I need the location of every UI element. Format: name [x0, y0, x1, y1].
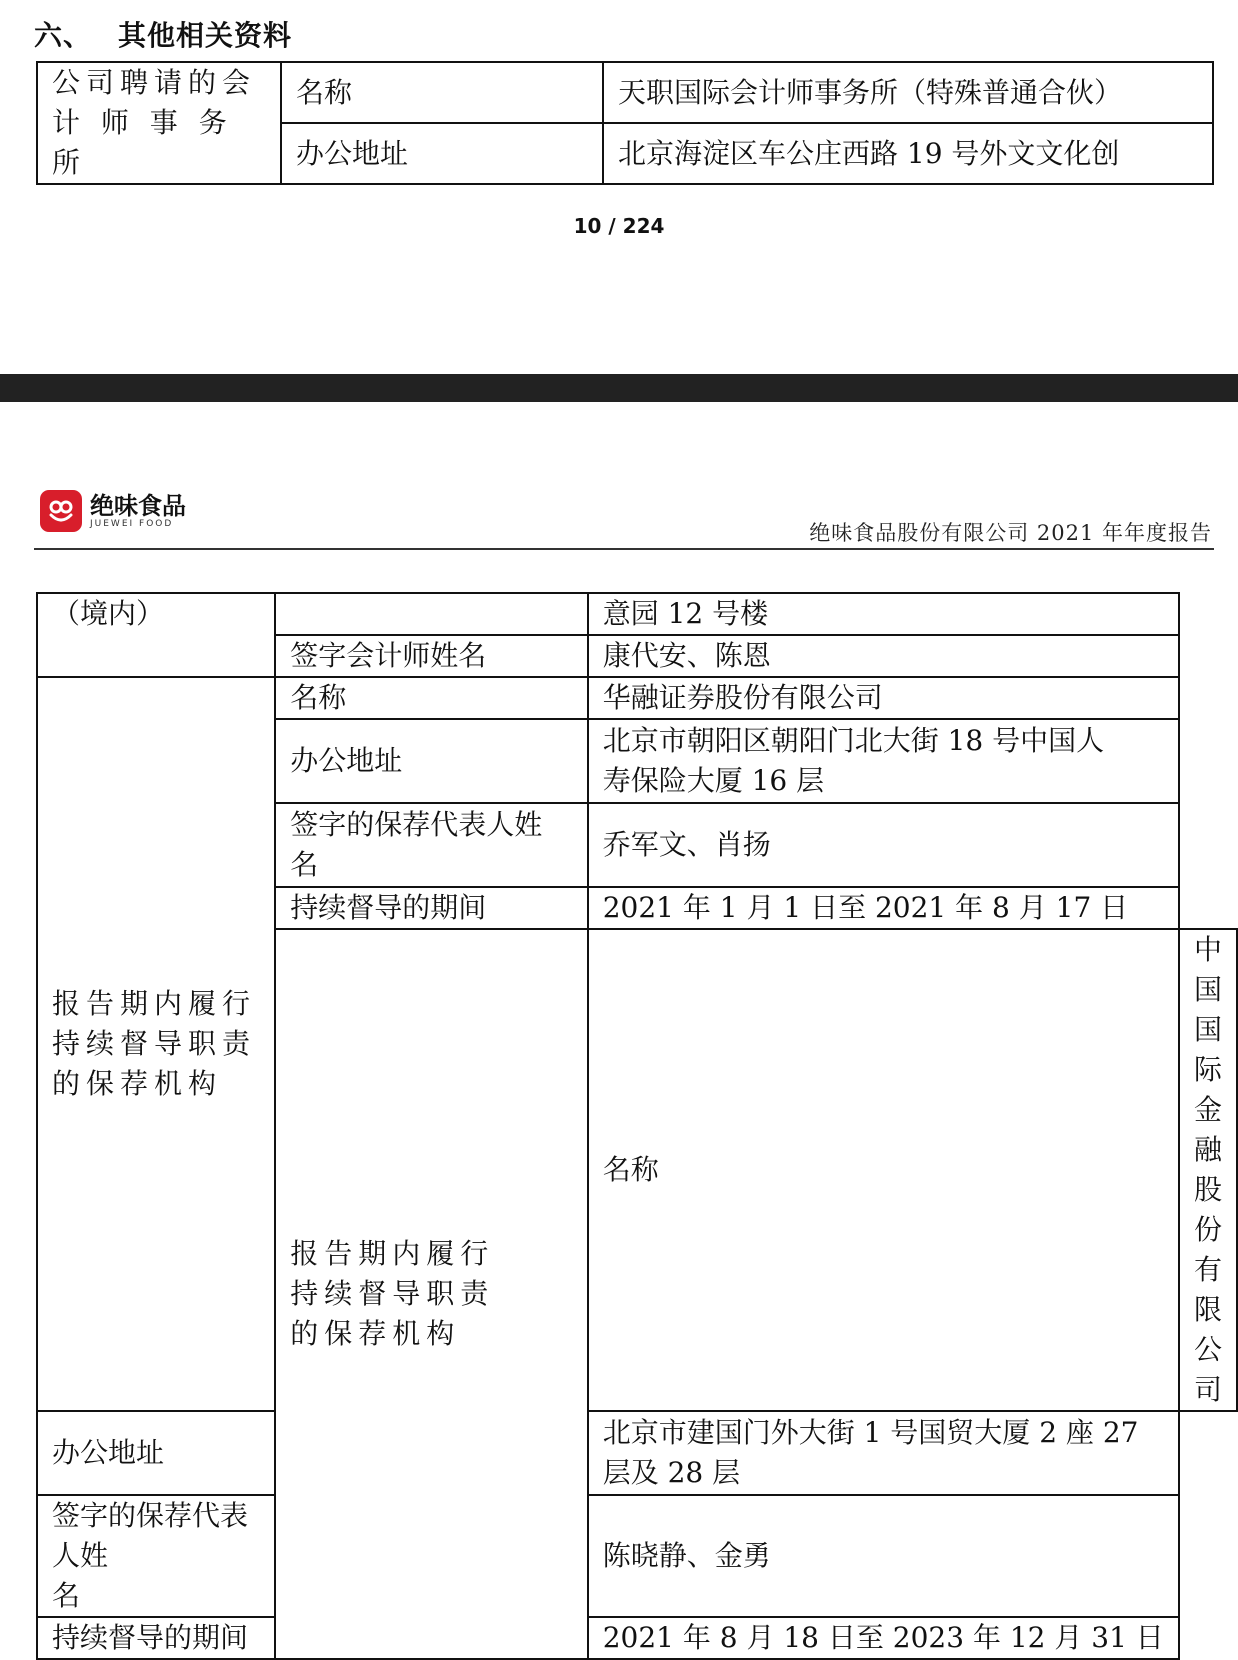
category-line: 报告期内履行: [290, 1237, 495, 1270]
section-number: 六、: [34, 19, 93, 52]
name-value: 中国国际金融股份有限公司: [1179, 929, 1237, 1411]
table-row: [37, 677, 1237, 719]
address-line: 北京市建国门外大街 1 号国贸大厦 2 座 27: [602, 1416, 1139, 1449]
category-line: 持续督导职责: [290, 1277, 495, 1310]
table-row: [37, 1411, 1237, 1495]
name-label: 名称: [588, 929, 1179, 1411]
period-value: 2021 年 1 月 1 日至 2021 年 8 月 17 日: [588, 887, 1179, 929]
table-row: [37, 62, 1213, 123]
address-continuation: 意园 12 号楼: [588, 593, 1179, 635]
category-line: 计 师 事 务 所: [52, 106, 233, 179]
empty-label-cell: [275, 593, 588, 635]
address-label: 办公地址: [281, 123, 603, 184]
signer-label: 签字会计师姓名: [275, 635, 588, 677]
table-row: [37, 1617, 1237, 1659]
header-divider: [34, 548, 1214, 550]
period-label: 持续督导的期间: [275, 887, 588, 929]
address-value: [588, 1411, 1179, 1495]
page-top: [0, 0, 1238, 374]
company-logo: [40, 490, 186, 532]
rep-label-line: 签字的保荐代表人姓: [52, 1499, 249, 1572]
logo-mark-icon: [40, 490, 82, 532]
rep-label-line: 名: [52, 1579, 81, 1612]
address-label: 办公地址: [37, 1411, 275, 1495]
signer-value: 康代安、陈恩: [588, 635, 1179, 677]
category-line: 公司聘请的会: [52, 66, 257, 99]
name-value: 天职国际会计师事务所（特殊普通合伙）: [603, 62, 1213, 123]
section-heading: [34, 14, 292, 54]
rep-label: [275, 803, 588, 887]
category-line: 的保荐机构: [52, 1067, 223, 1100]
name-label: 名称: [281, 62, 603, 123]
category-line: 报告期内履行: [52, 987, 257, 1020]
section-title: 其他相关资料: [118, 19, 293, 52]
sponsor-table: [36, 592, 1238, 1660]
table-row: [37, 1495, 1237, 1617]
rep-label-line: 名: [290, 848, 319, 881]
category-line: 的保荐机构: [290, 1317, 461, 1350]
address-label: 办公地址: [275, 719, 588, 803]
category-cell-sponsor: [275, 929, 588, 1659]
rep-value: 乔军文、肖扬: [588, 803, 1179, 887]
report-title: 绝味食品股份有限公司 2021 年年度报告: [809, 521, 1212, 545]
page-number: 10 / 224: [573, 214, 665, 238]
period-label: 持续督导的期间: [37, 1617, 275, 1659]
address-line: 寿保险大厦 16 层: [602, 764, 825, 797]
period-value: 2021 年 8 月 18 日至 2023 年 12 月 31 日: [588, 1617, 1179, 1659]
rep-label: [37, 1495, 275, 1617]
logo-name-cn: 绝味食品: [90, 491, 186, 520]
category-line: 持续督导职责: [52, 1027, 257, 1060]
rep-label-line: 签字的保荐代表人姓: [290, 808, 543, 841]
auditor-table: [36, 61, 1214, 185]
category-cell-auditor: [37, 62, 281, 184]
table-row: [37, 593, 1237, 635]
logo-name-en: JUEWEI FOOD: [90, 518, 174, 529]
address-line: 层及 28 层: [602, 1456, 741, 1489]
category-cell-domestic: （境内）: [37, 593, 275, 677]
address-value: 北京海淀区车公庄西路 19 号外文文化创: [603, 123, 1213, 184]
name-value: 华融证券股份有限公司: [588, 677, 1179, 719]
page-separator: [0, 374, 1238, 402]
category-cell-sponsor: [37, 677, 275, 1411]
address-value: [588, 719, 1179, 803]
rep-value: 陈晓静、金勇: [588, 1495, 1179, 1617]
name-label: 名称: [275, 677, 588, 719]
address-line: 北京市朝阳区朝阳门北大街 18 号中国人: [602, 724, 1105, 757]
